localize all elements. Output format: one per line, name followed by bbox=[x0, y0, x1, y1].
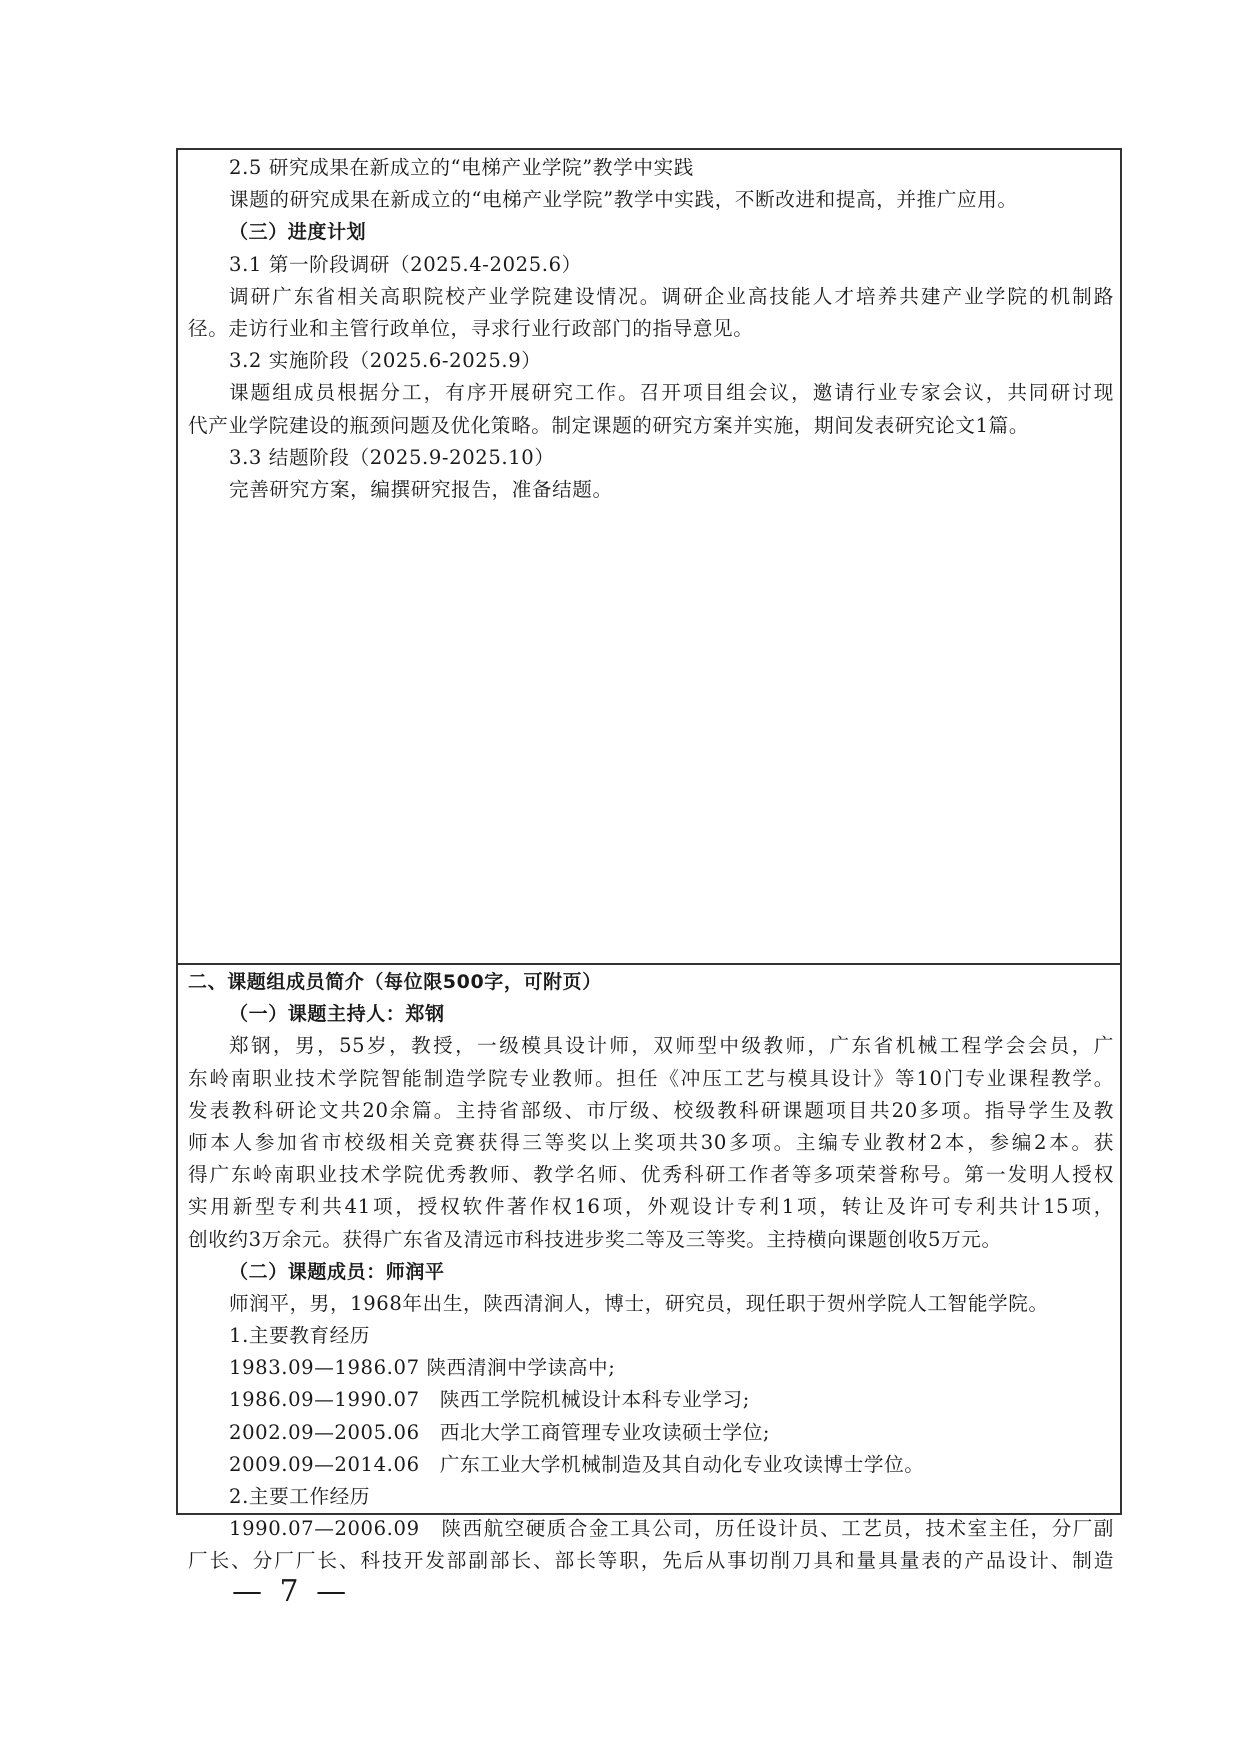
work-entry-line-1: 1990.07—2006.09 陕西航空硬质合金工具公司，历任设计员、工艺员，技术室主任，分厂副 bbox=[229, 1517, 1114, 1541]
host-bio-line: 得广东岭南职业技术学院优秀教师、教学名师、优秀科研工作者等多项荣誉称号。第一发明人授权 bbox=[188, 1163, 1114, 1187]
education-entry: 2009.09—2014.06 广东工业大学机械制造及其自动化专业攻读博士学位。 bbox=[229, 1452, 925, 1476]
paragraph-3-3: 完善研究方案，编撰研究报告，准备结题。 bbox=[229, 477, 613, 501]
members-intro-cell bbox=[188, 966, 1114, 1578]
heading-3-3: 3.3 结题阶段（2025.9-2025.10） bbox=[229, 445, 555, 469]
work-entry-line-2: 厂长、分厂厂长、科技开发部副部长、部长等职，先后从事切削刀具和量具量表的产品设计、制造 bbox=[188, 1549, 1114, 1573]
host-bio-line: 郑钢，男，55岁，教授，一级模具设计师，双师型中级教师，广东省机械工程学会会员，广 bbox=[229, 1034, 1114, 1058]
table-row-divider bbox=[176, 963, 1122, 965]
education-entry: 1986.09—1990.07 陕西工学院机械设计本科专业学习; bbox=[229, 1388, 750, 1412]
education-heading: 1.主要教育经历 bbox=[229, 1324, 371, 1348]
member-intro: 师润平，男，1968年出生，陕西清涧人，博士，研究员，现任职于贺州学院人工智能学院。 bbox=[229, 1291, 1049, 1315]
heading-2-5: 2.5 研究成果在新成立的“电梯产业学院”教学中实践 bbox=[229, 156, 694, 179]
host-bio-line: 创收约3万余元。获得广东省及清远市科技进步奖二等及三等奖。主持横向课题创收5万元。 bbox=[188, 1227, 1002, 1251]
paragraph-2-5: 课题的研究成果在新成立的“电梯产业学院”教学中实践，不断改进和提高，并推广应用。 bbox=[229, 188, 1018, 212]
progress-plan-cell bbox=[188, 152, 1114, 506]
host-bio-line: 东岭南职业技术学院智能制造学院专业教师。担任《冲压工艺与模具设计》等10门专业课程教学。 bbox=[188, 1066, 1114, 1090]
paragraph-3-1-line-2: 径。走访行业和主管行政单位，寻求行业行政部门的指导意见。 bbox=[188, 316, 754, 340]
education-entry: 1983.09—1986.07 陕西清涧中学读高中; bbox=[229, 1356, 616, 1380]
heading-3-2: 3.2 实施阶段（2025.6-2025.9） bbox=[229, 349, 542, 373]
host-heading: （一）课题主持人：郑钢 bbox=[229, 1003, 445, 1026]
heading-3-1: 3.1 第一阶段调研（2025.4-2025.6） bbox=[229, 252, 582, 276]
host-bio-line: 发表教科研论文共20余篇。主持省部级、市厅级、校级教科研课题项目共20多项。指导学生及教 bbox=[188, 1098, 1114, 1122]
paragraph-3-2-line-1: 课题组成员根据分工，有序开展研究工作。召开项目组会议，邀请行业专家会议，共同研讨现 bbox=[229, 381, 1114, 405]
host-bio-line: 实用新型专利共41项，授权软件著作权16项，外观设计专利1项，转让及许可专利共计15项， bbox=[188, 1195, 1114, 1219]
education-entry: 2002.09—2005.06 西北大学工商管理专业攻读硕士学位; bbox=[229, 1420, 771, 1444]
members-section-title: 二、课题组成员简介（每位限500字，可附页） bbox=[188, 971, 602, 993]
progress-plan-heading: （三）进度计划 bbox=[229, 221, 367, 244]
host-bio-line: 师本人参加省市校级相关竞赛获得三等奖以上奖项共30多项。主编专业教材2本，参编2本。获 bbox=[188, 1130, 1114, 1154]
paragraph-3-2-line-2: 代产业学院建设的瓶颈问题及优化策略。制定课题的研究方案并实施，期间发表研究论文1篇。 bbox=[188, 413, 1030, 437]
page-number: — 7 — bbox=[232, 1574, 351, 1609]
paragraph-3-1-line-1: 调研广东省相关高职院校产业学院建设情况。调研企业高技能人才培养共建产业学院的机制路 bbox=[229, 284, 1114, 308]
member-heading: （二）课题成员：师润平 bbox=[229, 1260, 445, 1283]
work-heading: 2.主要工作经历 bbox=[229, 1485, 371, 1508]
